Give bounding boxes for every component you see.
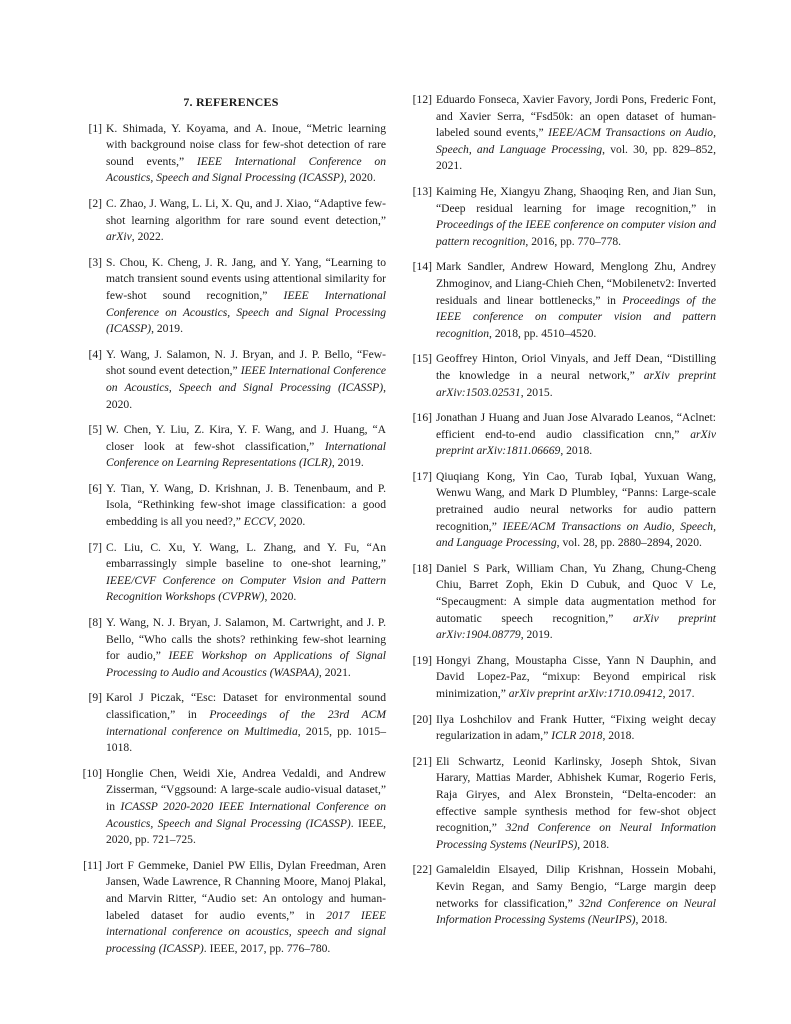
section-title: 7. REFERENCES xyxy=(183,95,279,109)
reference-text: Hongyi Zhang, Moustapha Cisse, Yann N Dauphin, and David Lopez-Paz, “mixup: Beyond empirical risk minimization,” xyxy=(436,653,716,700)
reference-venue: International Conference on Learning Representations (ICLR) xyxy=(106,439,386,470)
reference-text: W. Chen, Y. Liu, Z. Kira, Y. F. Wang, and J. Huang, “A closer look at few-shot classification,” xyxy=(106,423,386,453)
reference-entry xyxy=(76,347,386,413)
reference-venue: arXiv preprint arXiv:1503.02531 xyxy=(436,368,717,399)
reference-venue: IEEE/ACM Transactions on Audio, Speech, and Language Processing xyxy=(436,519,716,550)
reference-text: Daniel S Park, William Chan, Yu Zhang, Chung-Cheng Chiu, Barret Zoph, Ekin D Cubuk, and Quoc V Le, “Specaugment: A simple data augmentation method for automatic speech recognition,” xyxy=(436,561,716,625)
reference-entry xyxy=(406,184,716,250)
reference-venue: IEEE/ACM Transactions on Audio, Speech, and Language Processing xyxy=(436,126,717,156)
reference-list-right xyxy=(406,92,716,929)
reference-number: [17] xyxy=(412,469,432,483)
reference-venue: ECCV xyxy=(243,515,274,529)
reference-text: , 2018. xyxy=(602,729,635,743)
reference-text: Kaiming He, Xiangyu Zhang, Shaoqing Ren, and Jian Sun, “Deep residual learning for image recognition,” in xyxy=(436,184,716,215)
reference-number: [7] xyxy=(88,540,102,554)
reference-text: , 2020. xyxy=(343,171,376,185)
reference-text: , 2016, pp. 770–778. xyxy=(525,234,622,248)
reference-text: Jonathan J Huang and Juan Jose Alvarado Leanos, “Aclnet: efficient end-to-end audio classification cnn,” xyxy=(436,411,716,441)
reference-number: [10] xyxy=(82,766,102,780)
reference-entry xyxy=(76,196,386,246)
reference-entry xyxy=(406,754,716,854)
reference-text: K. Shimada, Y. Koyama, and A. Inoue, “Metric learning with background noise class for few-shot detection of rare sound events,” xyxy=(106,121,386,168)
reference-entry xyxy=(76,540,386,606)
reference-text: Karol J Piczak, “Esc: Dataset for environmental sound classification,” in xyxy=(106,691,386,721)
reference-number: [16] xyxy=(412,411,432,425)
reference-entry xyxy=(76,481,386,531)
reference-venue: 32nd Conference on Neural Information Processing Systems (NeurIPS) xyxy=(436,821,717,851)
reference-text: C. Zhao, J. Wang, L. Li, X. Qu, and J. Xiao, “Adaptive few-shot learning algorithm for rare sound event detection,” xyxy=(106,196,386,227)
reference-entry xyxy=(76,690,386,756)
reference-text: , 2015. xyxy=(520,385,553,399)
reference-entry xyxy=(76,615,386,681)
reference-entry xyxy=(76,766,386,849)
reference-text: . IEEE, 2017, pp. 776–780. xyxy=(203,941,331,955)
reference-text: Qiuqiang Kong, Yin Cao, Turab Iqbal, Yuxuan Wang, Wenwu Wang, and Mark D Plumbley, “Panns: Large-scale pretrained audio neural networks for audio pattern recognition,” xyxy=(436,469,716,533)
reference-venue: IEEE/CVF Conference on Computer Vision and Pattern Recognition Workshops (CVPRW) xyxy=(106,573,386,604)
reference-venue: ICASSP 2020-2020 IEEE International Conference on Acoustics, Speech and Signal Processing (ICASSP) xyxy=(106,799,386,830)
reference-text: , 2020. xyxy=(273,515,306,529)
reference-text: , 2020. xyxy=(264,590,297,604)
reference-venue: ICLR 2018 xyxy=(551,729,603,743)
reference-venue: Proceedings of the IEEE conference on computer vision and pattern recognition xyxy=(436,218,716,248)
reference-text: Honglie Chen, Weidi Xie, Andrea Vedaldi, and Andrew Zisserman, “Vggsound: A large-scale audio-visual dataset,” in xyxy=(106,766,386,813)
reference-text: , 2019. xyxy=(331,456,364,470)
reference-venue: IEEE International Conference on Acoustics, Speech and Signal Processing (ICASSP) xyxy=(106,154,386,185)
reference-text: C. Liu, C. Xu, Y. Wang, L. Zhang, and Y. Fu, “An embarrassingly simple baseline to one-shot learning,” xyxy=(106,540,386,571)
reference-text: , 2018. xyxy=(577,837,610,851)
reference-text: , 2019. xyxy=(520,628,553,642)
reference-text: Y. Wang, J. Salamon, N. J. Bryan, and J. P. Bello, “Few-shot sound event detection,” xyxy=(106,347,386,378)
left-column xyxy=(76,92,386,966)
reference-number: [5] xyxy=(88,423,102,437)
reference-number: [19] xyxy=(412,653,432,667)
reference-text: , 2018. xyxy=(635,913,668,927)
reference-number: [13] xyxy=(412,184,432,198)
reference-number: [6] xyxy=(88,481,102,495)
reference-text: , vol. 30, pp. 829–852, 2021. xyxy=(436,142,716,173)
reference-entry xyxy=(406,653,716,703)
reference-number: [21] xyxy=(412,754,432,768)
reference-entry xyxy=(406,712,716,745)
reference-number: [8] xyxy=(88,616,102,630)
reference-text: Eduardo Fonseca, Xavier Favory, Jordi Pons, Frederic Font, and Xavier Serra, “Fsd50k: an open dataset of human-labeled sound events,” xyxy=(436,93,716,140)
reference-venue: 2017 IEEE international conference on acoustics, speech and signal processing (ICASSP) xyxy=(106,908,386,955)
reference-venue: IEEE International Conference on Acoustics, Speech and Signal Processing (ICASSP) xyxy=(106,288,386,336)
reference-entry xyxy=(406,92,716,175)
reference-number: [3] xyxy=(88,255,102,269)
reference-venue: arXiv preprint arXiv:1710.09412 xyxy=(508,687,663,700)
reference-number: [18] xyxy=(412,561,432,575)
reference-text: , 2018, pp. 4510–4520. xyxy=(489,326,597,340)
reference-number: [11] xyxy=(83,858,102,872)
reference-entry xyxy=(406,351,716,401)
reference-number: [2] xyxy=(88,196,102,210)
reference-text: Y. Wang, N. J. Bryan, J. Salamon, M. Cartwright, and J. P. Bello, “Who calls the shots? rethinking few-shot learning for audio,” xyxy=(106,616,386,663)
reference-text: Eli Schwartz, Leonid Karlinsky, Joseph Shtok, Sivan Harary, Mattias Marder, Abhishek Kumar, Rogerio Feris, Raja Giryes, and Alex Bronstein, “Delta-encoder: an effective sample synthesis method for few-shot object recognition,” xyxy=(436,754,716,835)
reference-text: , 2017. xyxy=(662,687,695,700)
reference-entry xyxy=(406,259,716,342)
reference-entry xyxy=(406,862,716,928)
reference-venue: IEEE Workshop on Applications of Signal Processing to Audio and Acoustics (WASPAA) xyxy=(106,649,386,679)
reference-venue: 32nd Conference on Neural Information Processing Systems (NeurIPS) xyxy=(436,896,716,927)
reference-entry xyxy=(76,121,386,187)
reference-text: . IEEE, 2020, pp. 721–725. xyxy=(106,816,386,847)
reference-text: , 2021. xyxy=(318,665,351,679)
right-column xyxy=(406,92,716,938)
reference-number: [20] xyxy=(412,712,432,726)
reference-entry xyxy=(76,422,386,472)
reference-number: [4] xyxy=(88,347,102,361)
reference-entry xyxy=(406,469,716,552)
reference-number: [12] xyxy=(412,93,432,106)
reference-venue: Proceedings of the IEEE conference on computer vision and pattern recognition xyxy=(436,293,716,340)
reference-venue: arXiv preprint arXiv:1904.08779 xyxy=(436,611,717,642)
reference-text: Y. Tian, Y. Wang, D. Krishnan, J. B. Tenenbaum, and P. Isola, “Rethinking few-shot image classification: a good embedding is all you need?,” xyxy=(106,481,386,529)
reference-number: [14] xyxy=(412,260,432,274)
reference-text: , 2018. xyxy=(560,444,593,458)
reference-entry xyxy=(406,410,716,460)
reference-text: , 2022. xyxy=(131,230,164,244)
reference-entry xyxy=(76,858,386,958)
reference-text: Geoffrey Hinton, Oriol Vinyals, and Jeff Dean, “Distilling the knowledge in a neural network,” xyxy=(436,352,716,382)
reference-entry xyxy=(76,255,386,338)
reference-entry xyxy=(406,561,716,644)
reference-number: [9] xyxy=(88,691,102,705)
reference-text: Jort F Gemmeke, Daniel PW Ellis, Dylan Freedman, Aren Jansen, Wade Lawrence, R Channing Moore, Manoj Plakal, and Marvin Ritter, “Audio set: An ontology and human-labeled dataset for audio events,” in xyxy=(106,858,386,922)
reference-number: [1] xyxy=(88,121,102,135)
reference-number: [15] xyxy=(412,352,432,366)
reference-venue: arXiv preprint arXiv:1811.06669 xyxy=(436,427,716,458)
reference-venue: arXiv xyxy=(106,230,132,244)
reference-number: [22] xyxy=(412,863,432,877)
reference-text: , 2020. xyxy=(106,380,386,411)
reference-venue: IEEE International Conference on Acoustics, Speech and Signal Processing (ICASSP) xyxy=(106,364,386,394)
reference-text: Gamaleldin Elsayed, Dilip Krishnan, Hossein Mobahi, Kevin Regan, and Samy Bengio, “Large margin deep networks for classification,” xyxy=(436,863,716,910)
reference-text: Mark Sandler, Andrew Howard, Menglong Zhu, Andrey Zhmoginov, and Liang-Chieh Chen, “Mobilenetv2: Inverted residuals and linear bottlenecks,” in xyxy=(436,260,716,307)
reference-text: , 2019. xyxy=(151,322,183,336)
reference-text: S. Chou, K. Cheng, J. R. Jang, and Y. Yang, “Learning to match transient sound events using attentional similarity for few-shot sound recognition,” xyxy=(106,255,386,302)
reference-text: , vol. 28, pp. 2880–2894, 2020. xyxy=(556,536,702,550)
reference-venue: Proceedings of the 23rd ACM international conference on Multimedia xyxy=(106,708,386,738)
reference-text: Ilya Loshchilov and Frank Hutter, “Fixing weight decay regularization in adam,” xyxy=(436,712,716,743)
reference-text: , 2015, pp. 1015–1018. xyxy=(106,724,387,755)
reference-list-left xyxy=(76,121,386,958)
